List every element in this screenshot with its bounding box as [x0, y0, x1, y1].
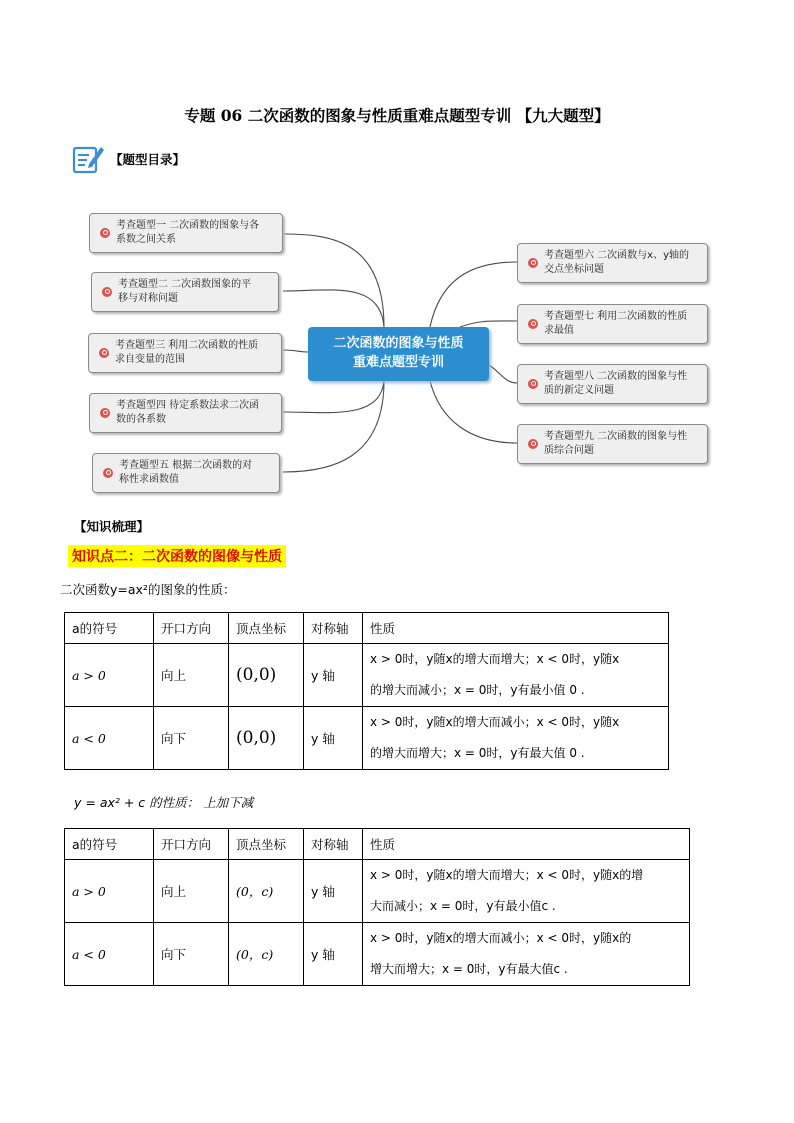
header-cell: a的符号 [65, 829, 154, 860]
header-cell: 对称轴 [304, 613, 363, 644]
topic-bullet-icon [100, 408, 110, 418]
topic-bullet-icon [528, 319, 538, 329]
open-cell: 向下 [154, 923, 229, 986]
topic-node-9: 考查题型九 二次函数的图象与性 质综合问题 [517, 424, 708, 464]
vertex-cell: (0,0) [229, 707, 304, 770]
topic-bullet-icon [528, 258, 538, 268]
open-cell: 向下 [154, 707, 229, 770]
header-cell: 对称轴 [304, 829, 363, 860]
topic-node-1: 考查题型一 二次函数的图象与各 系数之间关系 [89, 213, 283, 253]
properties-table-2 [64, 828, 690, 986]
table-row [65, 860, 690, 923]
sign-cell: a < 0 [65, 923, 154, 986]
sign-cell: a < 0 [65, 707, 154, 770]
header-cell: 性质 [363, 613, 669, 644]
property-cell: x > 0时，y随x的增大而减小；x < 0时，y随x 的增大而增大；x = 0时，y有最大值 0 . [363, 707, 669, 770]
header-cell: 开口方向 [154, 829, 229, 860]
topic-bullet-icon [100, 228, 110, 238]
vertex-cell: (0,0) [229, 644, 304, 707]
open-cell: 向上 [154, 860, 229, 923]
axis-cell: y 轴 [304, 707, 363, 770]
table-header-row [65, 613, 669, 644]
topic-node-7: 考查题型七 利用二次函数的性质 求最值 [517, 304, 708, 344]
header-cell: 开口方向 [154, 613, 229, 644]
mindmap-center-node: 二次函数的图象与性质 重难点题型专训 [308, 327, 489, 381]
axis-cell: y 轴 [304, 644, 363, 707]
toc-label: 【题型目录】 [110, 152, 186, 167]
sign-cell: a > 0 [65, 644, 154, 707]
page-title: 专题 06 二次函数的图象与性质重难点题型专训 【九大题型】 [184, 106, 610, 125]
topic-node-8: 考查题型八 二次函数的图象与性 质的新定义问题 [517, 364, 708, 404]
knowledge-point-title: 知识点二：二次函数的图像与性质 [68, 545, 286, 567]
topic-node-4: 考查题型四 待定系数法求二次函 数的各系数 [89, 393, 282, 433]
open-cell: 向上 [154, 644, 229, 707]
intro-text: 二次函数y=ax²的图象的性质： [60, 582, 236, 597]
topic-bullet-icon [102, 287, 112, 297]
header-cell: 顶点坐标 [229, 613, 304, 644]
axis-cell: y 轴 [304, 860, 363, 923]
table-row [65, 644, 669, 707]
table-row [65, 707, 669, 770]
topic-bullet-icon [528, 439, 538, 449]
knowledge-heading: 【知识梳理】 [74, 519, 150, 534]
table-row [65, 923, 690, 986]
property-cell: x > 0时，y随x的增大而增大；x < 0时，y随x的增 大而减小；x = 0时，y有最小值c . [363, 860, 690, 923]
property-cell: x > 0时，y随x的增大而增大；x < 0时，y随x 的增大而减小；x = 0时，y有最小值 0 . [363, 644, 669, 707]
properties-table-1 [64, 612, 669, 770]
axis-cell: y 轴 [304, 923, 363, 986]
topic-node-5: 考查题型五 根据二次函数的对 称性求函数值 [92, 453, 280, 493]
table-header-row [65, 829, 690, 860]
topic-node-3: 考查题型三 利用二次函数的性质 求自变量的范围 [88, 333, 282, 373]
sign-cell: a > 0 [65, 860, 154, 923]
topic-bullet-icon [99, 348, 109, 358]
property-cell: x > 0时，y随x的增大而减小；x < 0时，y随x的 增大而增大；x = 0时，y有最大值c . [363, 923, 690, 986]
header-cell: a的符号 [65, 613, 154, 644]
vertex-cell: (0，c) [229, 923, 304, 986]
subtitle-formula: y = ax² + c 的性质： 上加下减 [74, 795, 254, 810]
header-cell: 顶点坐标 [229, 829, 304, 860]
vertex-cell: (0，c) [229, 860, 304, 923]
topic-node-6: 考查题型六 二次函数与x、y轴的 交点坐标问题 [517, 243, 708, 283]
header-cell: 性质 [363, 829, 690, 860]
topic-bullet-icon [528, 379, 538, 389]
topic-node-2: 考查题型二 二次函数图象的平 移与对称问题 [91, 272, 279, 312]
topic-bullet-icon [103, 468, 113, 478]
